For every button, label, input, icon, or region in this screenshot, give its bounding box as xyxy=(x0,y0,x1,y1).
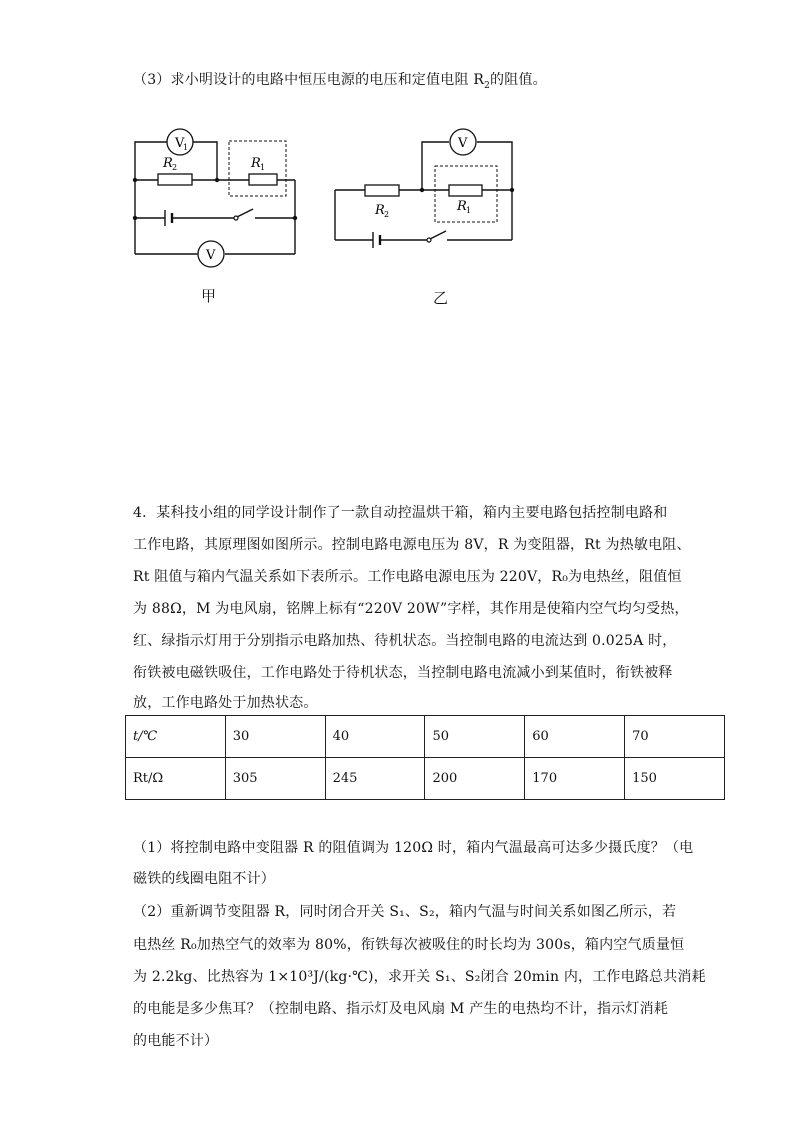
q3-text-tail: 的阻值。 xyxy=(490,72,547,88)
v1-sub: 1 xyxy=(183,143,189,152)
switch-lever-yi xyxy=(430,231,446,239)
table-cell: 40 xyxy=(325,716,425,758)
table-cell: 150 xyxy=(625,758,725,800)
table-row xyxy=(126,716,725,758)
figure-label-jia: 甲 xyxy=(201,287,217,305)
q4-line-5: 红、绿指示灯用于分别指示电路加热、待机状态。当控制电路的电流达到 0.025A 时， xyxy=(133,633,677,649)
table-cell: 30 xyxy=(225,716,325,758)
q4-line-4: 为 88Ω，M 为电风扇，铭牌上标有“220V 20W”字样，其作用是使箱内空气均匀受热， xyxy=(133,601,689,617)
resistor-r2-yi xyxy=(365,185,399,196)
r2-label-yi: R xyxy=(375,203,385,218)
r1-label-sub: 1 xyxy=(260,163,266,172)
sub2-line-5: 的电能不计） xyxy=(133,1033,219,1049)
table-cell: 170 xyxy=(525,758,625,800)
r2-label-sub-yi: 2 xyxy=(384,210,390,219)
circuit-diagram-jia xyxy=(125,120,310,275)
r1-label-yi: R xyxy=(457,199,467,214)
table-row xyxy=(126,758,725,800)
table-header-cell: Rt/Ω xyxy=(126,758,226,800)
q4-line-3: Rt 阻值与箱内气温关系如下表所示。工作电路电源电压为 220V，R₀为电热丝，阻值恒 xyxy=(133,569,682,585)
table-cell: 245 xyxy=(325,758,425,800)
v1-letter: V xyxy=(175,136,185,151)
resistor-r1 xyxy=(249,174,277,185)
r1-label: R xyxy=(251,156,261,171)
q3-text-sub: 2 xyxy=(484,80,491,91)
sub2-line-3: 为 2.2kg、比热容为 1×10³J/(kg·℃)，求开关 S₁、S₂闭合 20min 内，工作电路总共消耗 xyxy=(133,969,706,985)
temperature-resistance-table xyxy=(125,715,725,800)
sub1-line-1: （1）将控制电路中变阻器 R 的阻值调为 120Ω 时，箱内气温最高可达多少摄氏度？（电 xyxy=(133,840,694,856)
sub2-line-2: 电热丝 R₀加热空气的效率为 80%，衔铁每次被吸住的时长均为 300s，箱内空气质量恒 xyxy=(133,937,685,953)
q3-text xyxy=(133,70,547,96)
resistor-r1-yi xyxy=(449,185,482,196)
q4-line-2: 工作电路，其原理图如图所示。控制电路电源电压为 8V，R 为变阻器，Rt 为热敏电阻、 xyxy=(133,537,691,553)
q3-text-main: （3）求小明设计的电路中恒压电源的电压和定值电阻 R xyxy=(133,72,485,88)
q4-line-6: 衔铁被电磁铁吸住，工作电路处于待机状态，当控制电路电流减小到某值时，衔铁被释 xyxy=(133,665,673,681)
v-letter-yi: V xyxy=(458,136,468,151)
sub2-line-4: 的电能是多少焦耳？（控制电路、指示灯及电风扇 M 产生的电热均不计，指示灯消耗 xyxy=(133,1001,669,1017)
resistor-r2 xyxy=(158,174,192,185)
v-letter: V xyxy=(206,248,216,263)
q4-line-1: 4．某科技小组的同学设计制作了一款自动控温烘干箱，箱内主要电路包括控制电路和 xyxy=(133,505,668,521)
sub2-line-1: （2）重新调节变阻器 R，同时闭合开关 S₁、S₂，箱内气温与时间关系如图乙所示，若 xyxy=(133,904,677,920)
table-cell: 305 xyxy=(225,758,325,800)
q4-line-7: 放，工作电路处于加热状态。 xyxy=(133,695,318,711)
table-header-cell: t/℃ xyxy=(126,716,226,758)
figure-label-yi: 乙 xyxy=(433,289,449,307)
switch-lever xyxy=(237,209,253,217)
table-cell: 200 xyxy=(425,758,525,800)
sub1-line-2: 磁铁的线圈电阻不计） xyxy=(133,871,275,887)
table-cell: 50 xyxy=(425,716,525,758)
r2-label-sub: 2 xyxy=(172,163,178,172)
circuit-diagram-yi xyxy=(325,120,525,255)
r2-label: R xyxy=(163,156,173,171)
table-cell: 70 xyxy=(625,716,725,758)
r1-label-sub-yi: 1 xyxy=(466,206,472,215)
table-cell: 60 xyxy=(525,716,625,758)
